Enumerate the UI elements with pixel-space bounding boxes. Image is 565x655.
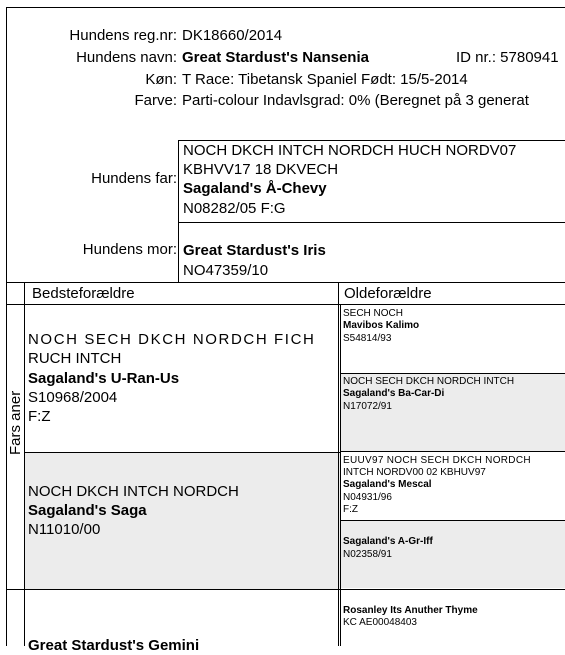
sire-box-left	[178, 140, 179, 282]
ggp5-reg: KC AE00048403	[343, 617, 417, 628]
sex-race-born: T Race: Tibetansk Spaniel Født: 15/5-2014	[182, 71, 468, 88]
header-bottom-line	[6, 304, 565, 305]
frame-left-border	[6, 7, 7, 646]
gp1-extra: F:Z	[28, 408, 51, 425]
id-text: ID nr.: 5780941	[456, 49, 559, 66]
group-bottom-line	[6, 589, 565, 590]
sire-titles-line1: NOCH DKCH INTCH NORDCH HUCH NORDV07	[183, 142, 517, 159]
mid-col-line-right	[340, 304, 341, 646]
name-label: Hundens navn:	[76, 49, 177, 66]
color-inbreeding: Parti-colour Indavlsgrad: 0% (Beregnet på 3 generat	[182, 92, 529, 109]
gp2-titles: NOCH DKCH INTCH NORDCH	[28, 483, 239, 500]
dam-box-top	[178, 222, 565, 223]
ggp2-name: Sagaland's Ba-Car-Di	[343, 388, 445, 399]
ggp2-titles: NOCH SECH DKCH NORDCH INTCH	[343, 376, 515, 387]
dam-label: Hundens mor:	[82, 241, 177, 258]
sire-reg: N08282/05 F:G	[183, 200, 286, 217]
fathers-ancestors-label: Fars aner	[7, 390, 24, 455]
mid-col-line-left	[338, 282, 339, 646]
gp3-name: Great Stardust's Gemini	[28, 637, 200, 654]
frame-top-border	[6, 7, 565, 8]
ggp3-titles-line2: INTCH NORDV00 02 KBHUV97	[343, 467, 486, 478]
ggp3-name: Sagaland's Mescal	[343, 479, 432, 490]
ggp3-bottom-line	[341, 520, 565, 521]
color-label: Farve:	[134, 92, 177, 109]
grandparents-header: Bedsteforældre	[32, 285, 135, 302]
side-col-line	[24, 282, 25, 646]
ggp4-reg: N02358/91	[343, 549, 392, 560]
name-value: Great Stardust's Nansenia	[182, 49, 369, 66]
greatgrandparents-header: Oldeforældre	[344, 285, 432, 302]
sire-name: Sagaland's Å-Chevy	[183, 180, 327, 197]
ggp1-titles: SECH NOCH	[343, 308, 404, 319]
gp1-name: Sagaland's U-Ran-Us	[28, 370, 180, 387]
ggp5-name: Rosanley Its Anuther Thyme	[343, 605, 478, 616]
gp1-reg: S10968/2004	[28, 389, 118, 406]
reg-value: DK18660/2014	[182, 27, 283, 44]
reg-label: Hundens reg.nr:	[69, 27, 177, 44]
gp2-name: Sagaland's Saga	[28, 502, 147, 519]
sex-label: Køn:	[145, 71, 177, 88]
ggp1-reg: S54814/93	[343, 333, 392, 344]
gp1-bottom-line	[25, 452, 340, 453]
ggp3-reg: N04931/96	[343, 492, 392, 503]
ggp2-reg: N17072/91	[343, 401, 392, 412]
ggp2-bottom-line	[341, 451, 565, 452]
ggp3-extra: F:Z	[343, 504, 358, 515]
gp2-reg: N11010/00	[28, 521, 101, 538]
ggp3-titles-line1: EUUV97 NOCH SECH DKCH NORDCH	[343, 455, 531, 466]
gp1-titles-line1: NOCH SECH DKCH NORDCH FICH	[28, 331, 316, 348]
table-top-line	[6, 282, 565, 283]
sire-box-top	[178, 140, 565, 141]
ggp1-bottom-line	[341, 373, 565, 374]
ggp1-name: Mavibos Kalimo	[343, 320, 420, 331]
gp1-titles-line2: RUCH INTCH	[28, 350, 122, 367]
sire-label: Hundens far:	[91, 170, 177, 187]
dam-name: Great Stardust's Iris	[183, 242, 326, 259]
dam-reg: NO47359/10	[183, 262, 269, 279]
sire-titles-line2: KBHVV17 18 DKVECH	[183, 161, 339, 178]
ggp4-name: Sagaland's A-Gr-Iff	[343, 536, 433, 547]
